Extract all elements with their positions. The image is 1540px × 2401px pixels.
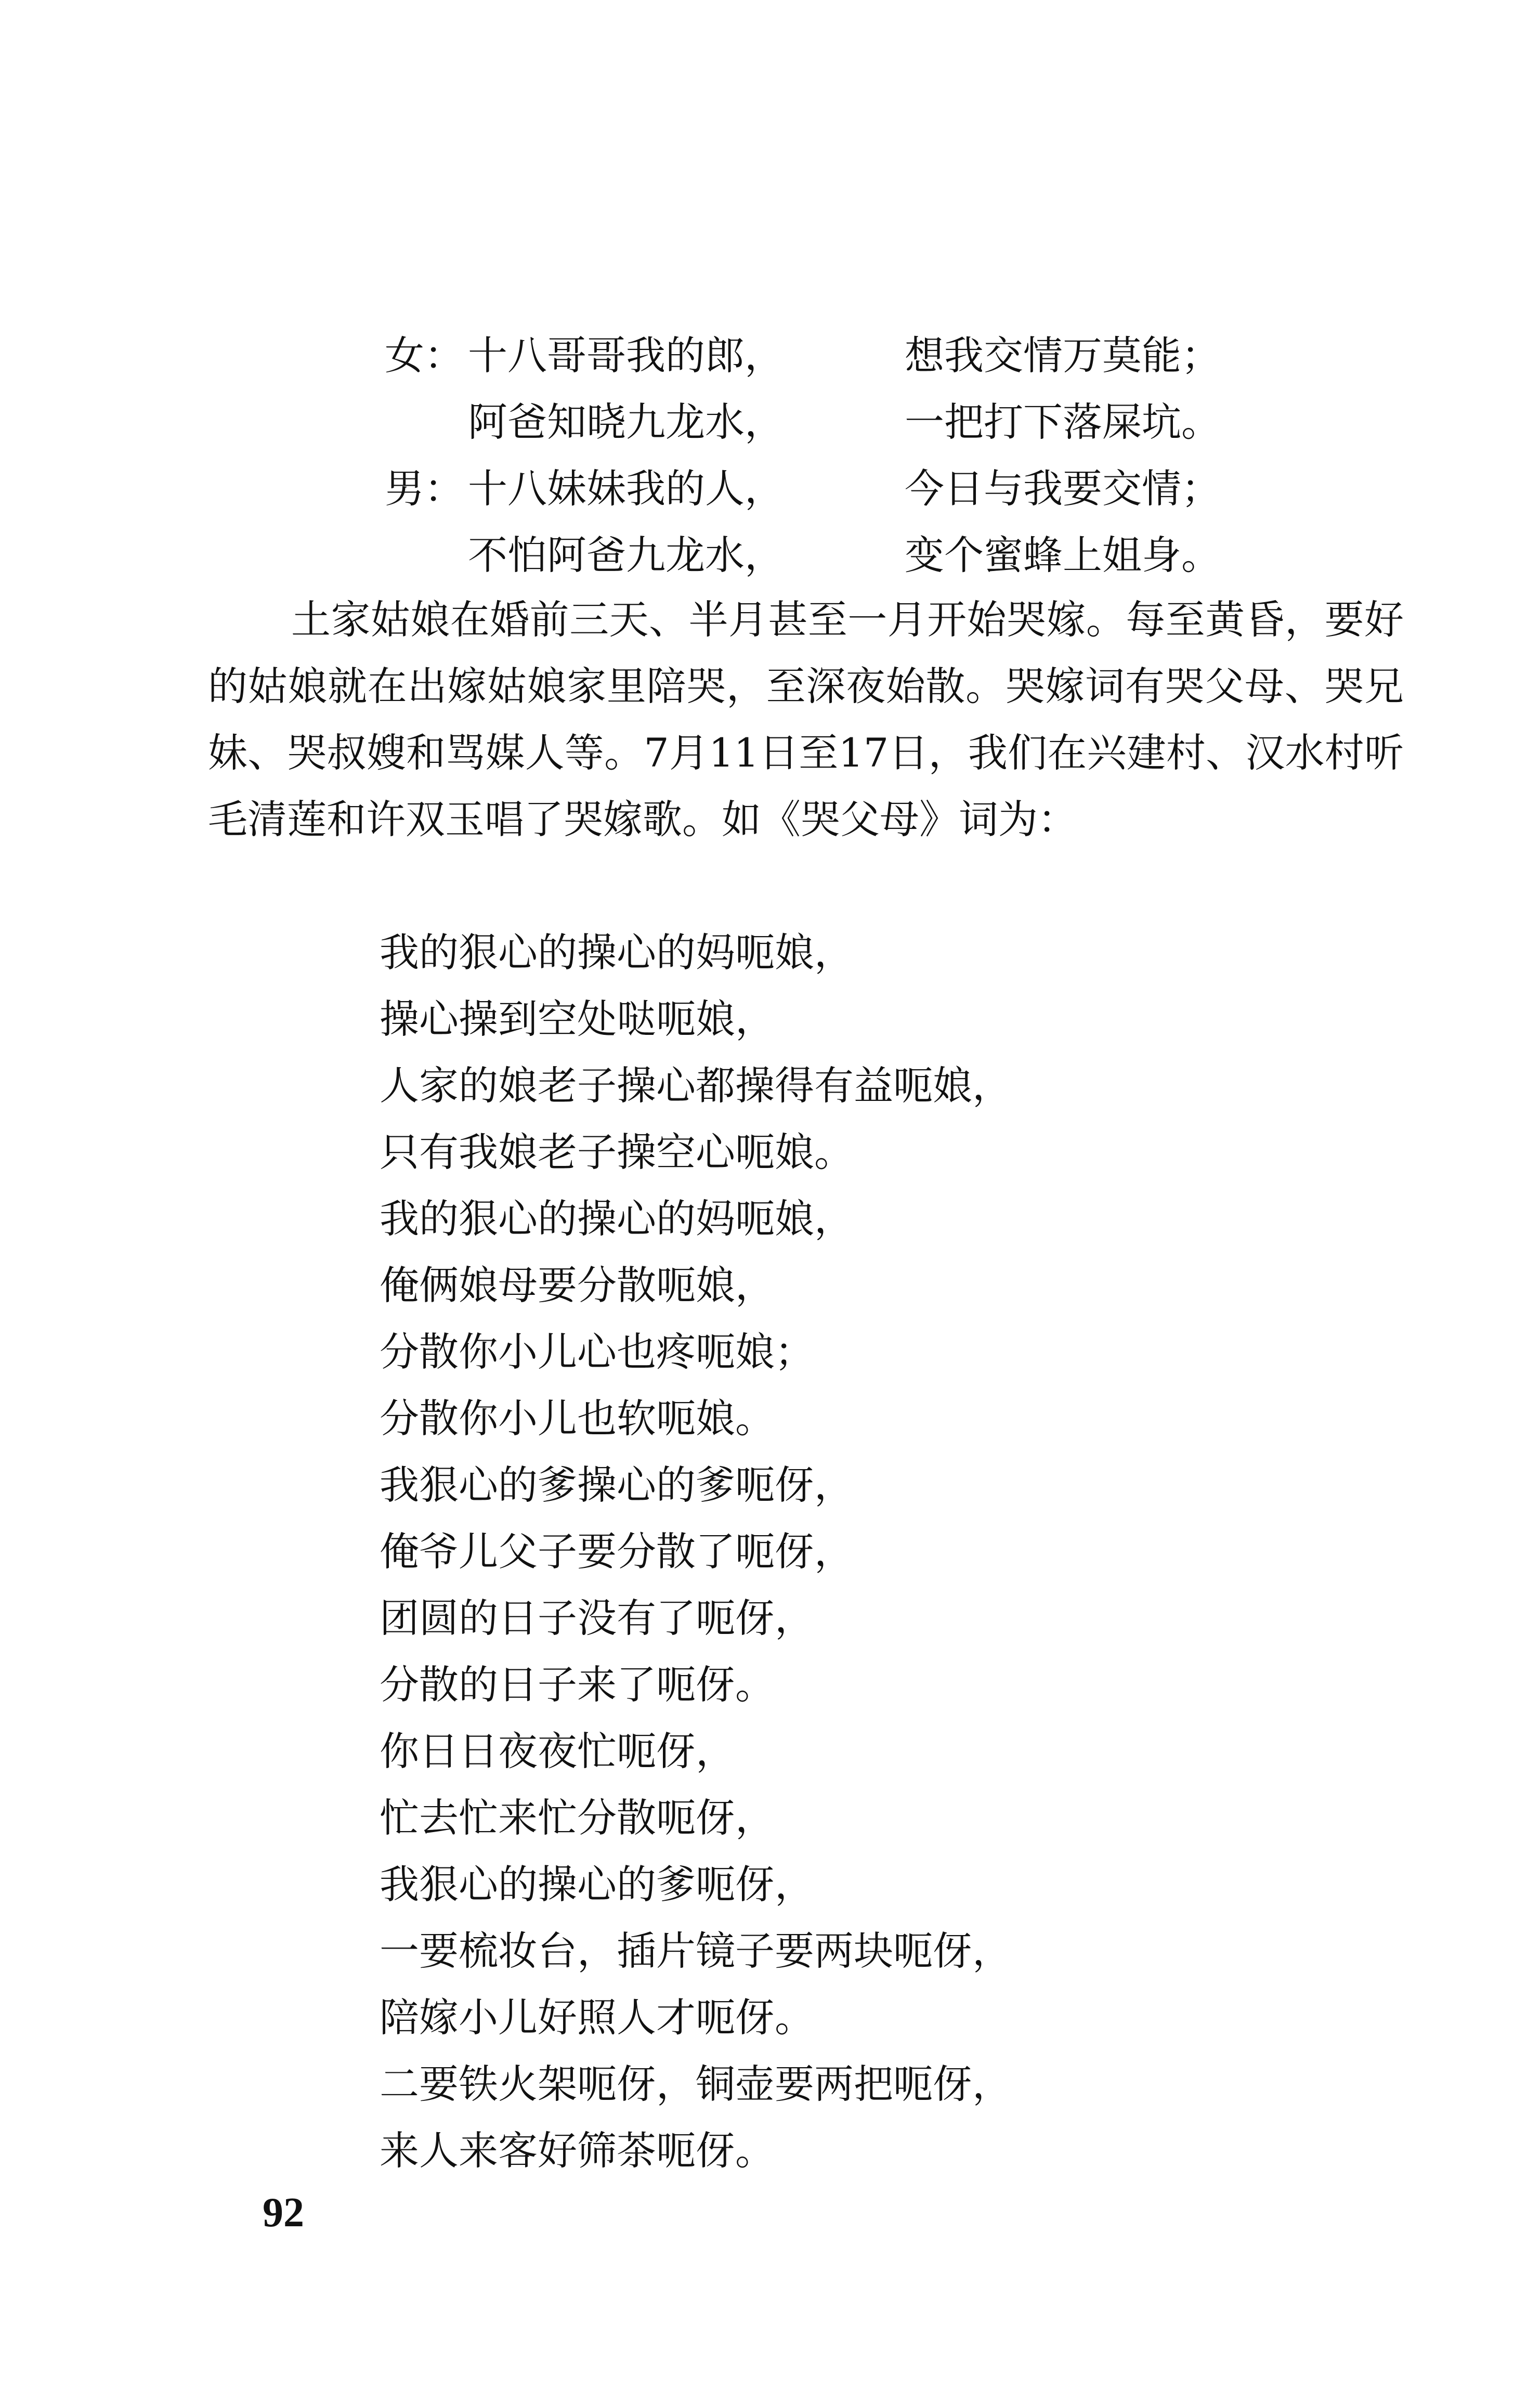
lyric-line: 我的狠心的操心的妈呃娘， xyxy=(380,929,854,976)
lyric-line: 俺爷儿父子要分散了呃伢， xyxy=(380,1528,854,1575)
lyric-line: 来人来客好筛茶呃伢。 xyxy=(380,2127,775,2174)
verse-first-half: 阿爸知晓九龙水， xyxy=(468,399,784,445)
lyric-line: 团圆的日子没有了呃伢， xyxy=(380,1595,814,1641)
lyric-line: 人家的娘老子操心都操得有益呃娘， xyxy=(380,1062,1012,1109)
lyric-line: 操心操到空处哒呃娘， xyxy=(380,996,775,1042)
lyric-line: 我狠心的爹操心的爹呃伢， xyxy=(380,1462,854,1508)
verse-second-half: 一把打下落屎坑。 xyxy=(905,399,1221,445)
lyric-line: 我的狠心的操心的妈呃娘， xyxy=(380,1196,854,1242)
dialogue-line xyxy=(374,522,1414,589)
body-paragraph: 土家姑娘在婚前三天、半月甚至一月开始哭嫁。每至黄昏，要好的姑娘就在出嫁姑娘家里陪哭，至深夜始散。哭嫁词有哭父母、哭兄妹、哭叔嫂和骂媒人等。7月11日至17日，我们在兴建村、汉水村听毛清莲和许双玉唱了哭嫁歌。如《哭父母》词为： xyxy=(208,596,1404,842)
lyric-line: 忙去忙来忙分散呃伢， xyxy=(380,1795,775,1841)
verse-second-half: 变个蜜蜂上姐身。 xyxy=(905,532,1221,578)
lyric-line: 我狠心的操心的爹呃伢， xyxy=(380,1861,814,1907)
lyric-line: 二要铁火架呃伢，铜壶要两把呃伢， xyxy=(380,2061,1012,2107)
dialogue-line xyxy=(374,456,1414,522)
dialogue-line xyxy=(374,322,1414,389)
lyric-line: 你日日夜夜忙呃伢， xyxy=(380,1728,735,1774)
verse-first-half: 不怕阿爸九龙水， xyxy=(468,532,784,578)
lyric-line: 分散你小儿也软呃娘。 xyxy=(380,1395,775,1442)
verse-first-half: 十八哥哥我的郎， xyxy=(468,332,784,379)
dialogue-verse xyxy=(374,322,1414,589)
lyric-line: 俺俩娘母要分散呃娘， xyxy=(380,1262,775,1308)
lyric-line: 陪嫁小儿好照人才呃伢。 xyxy=(380,1994,814,2041)
speaker-label: 女： xyxy=(385,332,464,379)
speaker-label: 男： xyxy=(385,465,464,512)
lyric-line: 一要梳妆台，插片镜子要两块呃伢， xyxy=(380,1928,1012,1974)
dialogue-line xyxy=(374,389,1414,456)
verse-second-half: 想我交情万莫能； xyxy=(905,332,1221,379)
lyric-line: 分散的日子来了呃伢。 xyxy=(380,1662,775,1708)
crying-song-lyrics xyxy=(380,919,1419,2184)
verse-second-half: 今日与我要交情； xyxy=(905,465,1221,512)
lyric-line: 只有我娘老子操空心呃娘。 xyxy=(380,1129,854,1175)
page-number: 92 xyxy=(263,2190,304,2236)
verse-first-half: 十八妹妹我的人， xyxy=(468,465,784,512)
lyric-line: 分散你小儿心也疼呃娘； xyxy=(380,1329,814,1375)
